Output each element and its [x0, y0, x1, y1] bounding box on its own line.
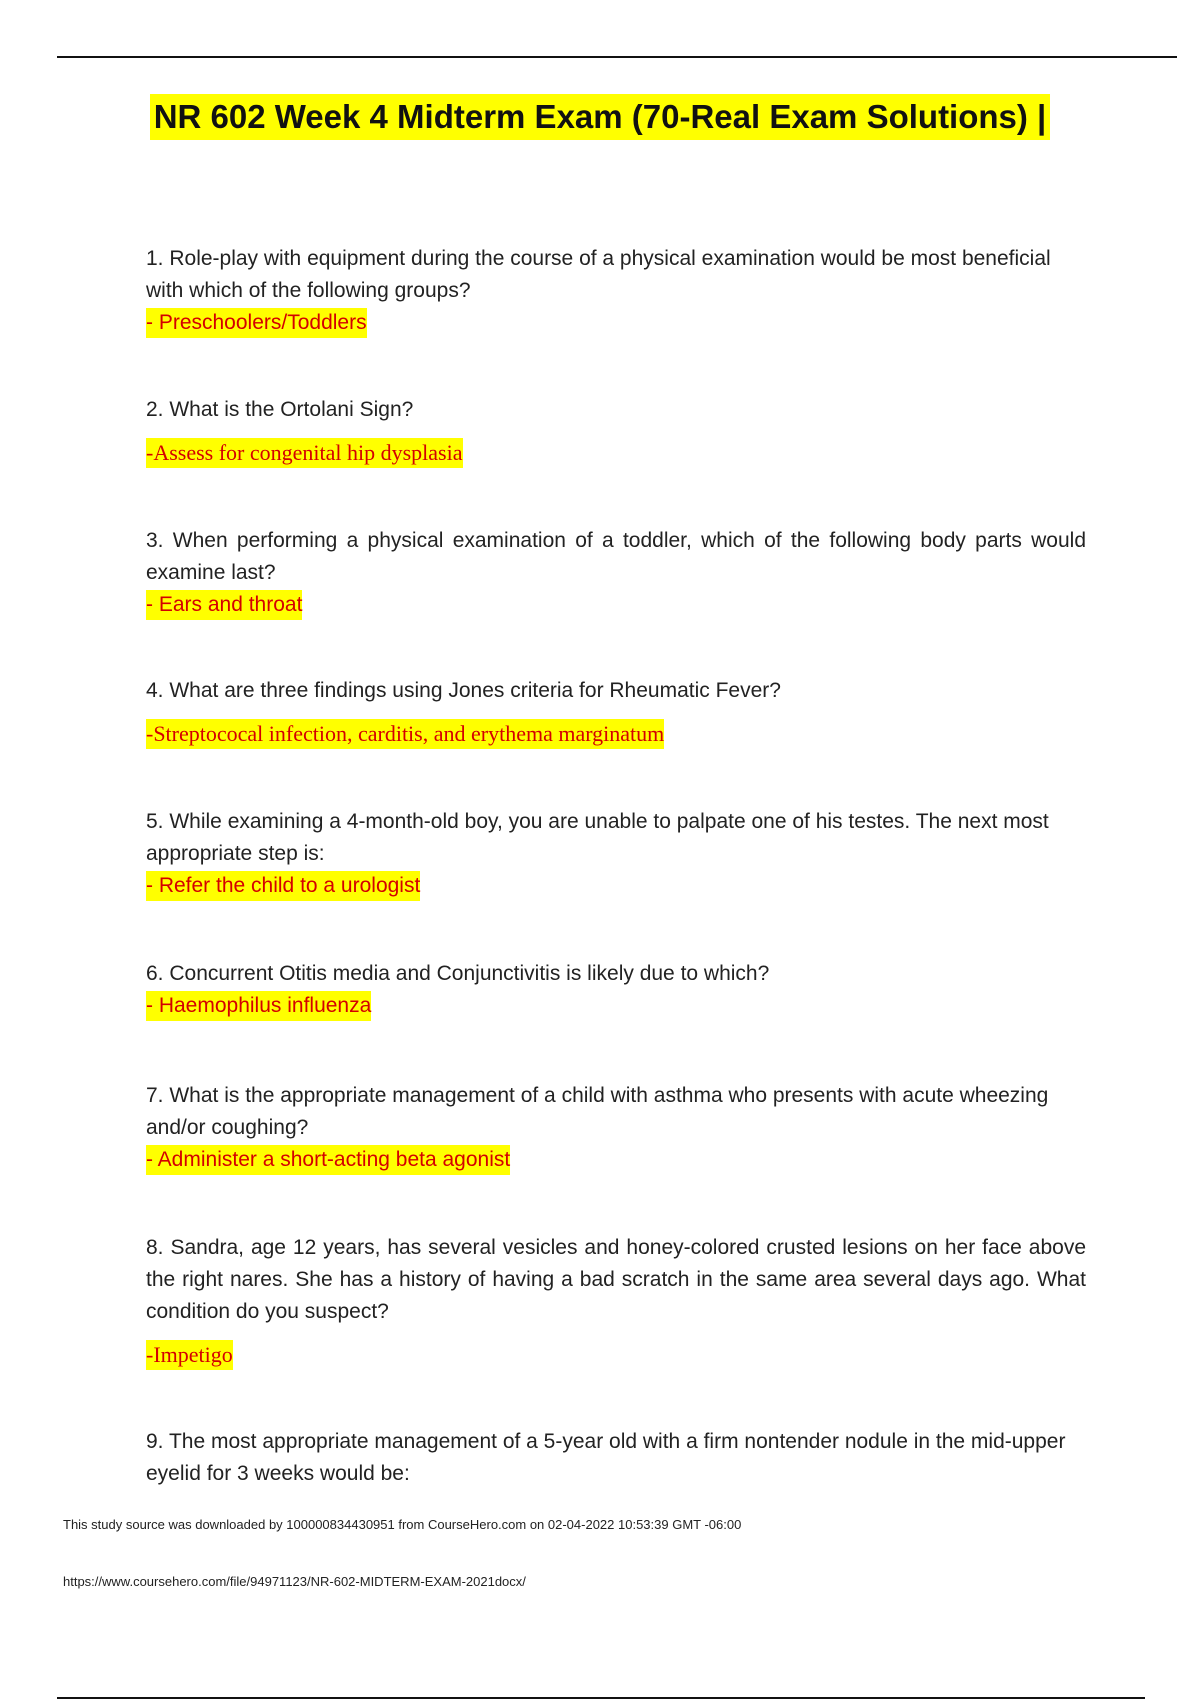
question-4 [146, 675, 1086, 751]
question-7 [146, 1080, 1086, 1176]
title-container [0, 94, 1200, 140]
question-3 [146, 525, 1086, 621]
answer-highlight: -Impetigo [146, 1340, 233, 1370]
question-5 [146, 806, 1086, 902]
answer-highlight: - Haemophilus influenza [146, 991, 371, 1021]
question-2 [146, 394, 1086, 470]
footer-source-note: This study source was downloaded by 100000834430951 from CourseHero.com on 02-04-2022 10:53:39 GMT -06:00 [63, 1517, 742, 1532]
answer-highlight: -Streptococal infection, carditis, and erythema marginatum [146, 719, 664, 749]
question-1 [146, 243, 1086, 339]
answer-highlight: - Ears and throat [146, 590, 302, 620]
question-text: 2. What is the Ortolani Sign? [146, 398, 414, 421]
question-9 [146, 1426, 1086, 1490]
document-title: NR 602 Week 4 Midterm Exam (70-Real Exam Solutions) | [150, 94, 1051, 140]
answer-highlight: - Administer a short-acting beta agonist [146, 1145, 510, 1175]
question-text: 1. Role-play with equipment during the course of a physical examination would be most beneficial with which of the following groups? [146, 247, 1051, 302]
question-6 [146, 958, 1086, 1022]
top-rule [57, 56, 1177, 58]
answer-highlight: - Refer the child to a urologist [146, 871, 420, 901]
question-text: 7. What is the appropriate management of a child with asthma who presents with acute wheezing and/or coughing? [146, 1084, 1049, 1139]
bottom-rule [57, 1697, 1145, 1699]
answer-highlight: - Preschoolers/Toddlers [146, 308, 367, 338]
question-text: 8. Sandra, age 12 years, has several vesicles and honey-colored crusted lesions on her face above the right nares. She has a history of having a bad scratch in the same area several days ago. What condition do you suspect? [146, 1236, 1086, 1323]
question-text: 9. The most appropriate management of a 5-year old with a firm nontender nodule in the mid-upper eyelid for 3 weeks would be: [146, 1430, 1066, 1485]
question-8 [146, 1232, 1086, 1372]
question-text: 3. When performing a physical examination of a toddler, which of the following body parts would examine last? [146, 529, 1086, 584]
question-text: 5. While examining a 4-month-old boy, you are unable to palpate one of his testes. The next most appropriate step is: [146, 810, 1049, 865]
footer-url[interactable]: https://www.coursehero.com/file/94971123/NR-602-MIDTERM-EXAM-2021docx/ [63, 1574, 526, 1589]
question-text: 6. Concurrent Otitis media and Conjunctivitis is likely due to which? [146, 962, 770, 985]
question-text: 4. What are three findings using Jones criteria for Rheumatic Fever? [146, 679, 781, 702]
answer-highlight: -Assess for congenital hip dysplasia [146, 438, 463, 468]
